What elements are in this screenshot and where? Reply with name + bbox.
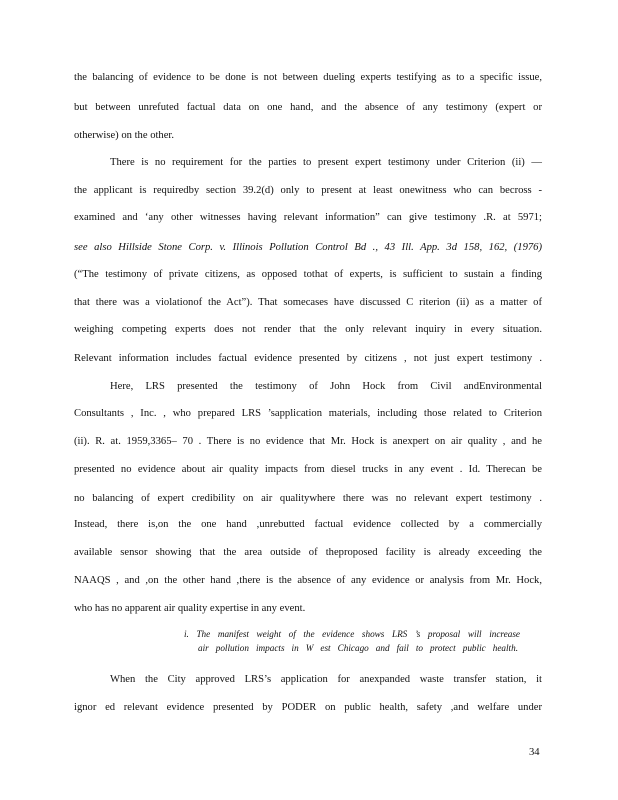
body-line: Here, LRS presented the testimony of John Hock from Civil andEnvironmental	[110, 381, 542, 392]
citation-line: see also Hillside Stone Corp. v. Illinois Pollution Control Bd ., 43 Ill. App. 3d 158, 162, (1976)	[74, 242, 542, 253]
body-line: Instead, there is,on the one hand ,unrebutted factual evidence collected by a commercially	[74, 519, 542, 530]
body-line: examined and ‘any other witnesses having relevant information” can give testimony .R. at 5971;	[74, 212, 542, 223]
body-line: presented no evidence about air quality impacts from diesel trucks in any event . Id. Therecan be	[74, 464, 542, 475]
body-line: NAAQS , and ,on the other hand ,there is the absence of any evidence or analysis from Mr. Hock,	[74, 575, 542, 586]
section-heading-line-1: i. The manifest weight of the evidence shows LRS ’s proposal will increase	[184, 629, 520, 639]
body-line: When the City approved LRS’s application for anexpanded waste transfer station, it	[110, 674, 542, 685]
body-line: that there was a violationof the Act”). That somecases have discussed C riterion (ii) as a matter of	[74, 297, 542, 308]
body-line: (ii). R. at. 1959,3365– 70 . There is no evidence that Mr. Hock is anexpert on air quality , and he	[74, 436, 542, 447]
body-line: but between unrefuted factual data on one hand, and the absence of any testimony (expert or	[74, 102, 542, 113]
body-line: ignor ed relevant evidence presented by PODER on public health, safety ,and welfare under	[74, 702, 542, 713]
body-line: the applicant is requiredby section 39.2(d) only to present at least onewitness who can becross -	[74, 185, 542, 196]
body-line: available sensor showing that the area outside of theproposed facility is already exceeding the	[74, 547, 542, 558]
body-line: the balancing of evidence to be done is not between dueling experts testifying as to a specific issue,	[74, 72, 542, 83]
page-number: 34	[529, 747, 540, 758]
body-line: Relevant information includes factual evidence presented by citizens , not just expert testimony .	[74, 353, 542, 364]
body-line: weighing competing experts does not render that the only relevant inquiry in every situation.	[74, 324, 542, 335]
body-line: no balancing of expert credibility on air qualitywhere there was no relevant expert testimony .	[74, 493, 542, 504]
body-line: (“The testimony of private citizens, as opposed tothat of experts, is sufficient to sustain a finding	[74, 269, 542, 280]
body-line: otherwise) on the other.	[74, 130, 175, 141]
body-line: Consultants , Inc. , who prepared LRS ’sapplication materials, including those related to Criterion	[74, 408, 542, 419]
section-heading-line-2: air pollution impacts in W est Chicago and fail to protect public health.	[198, 643, 518, 653]
body-line: There is no requirement for the parties to present expert testimony under Criterion (ii) —	[110, 157, 542, 168]
body-line: who has no apparent air quality expertise in any event.	[74, 603, 306, 614]
